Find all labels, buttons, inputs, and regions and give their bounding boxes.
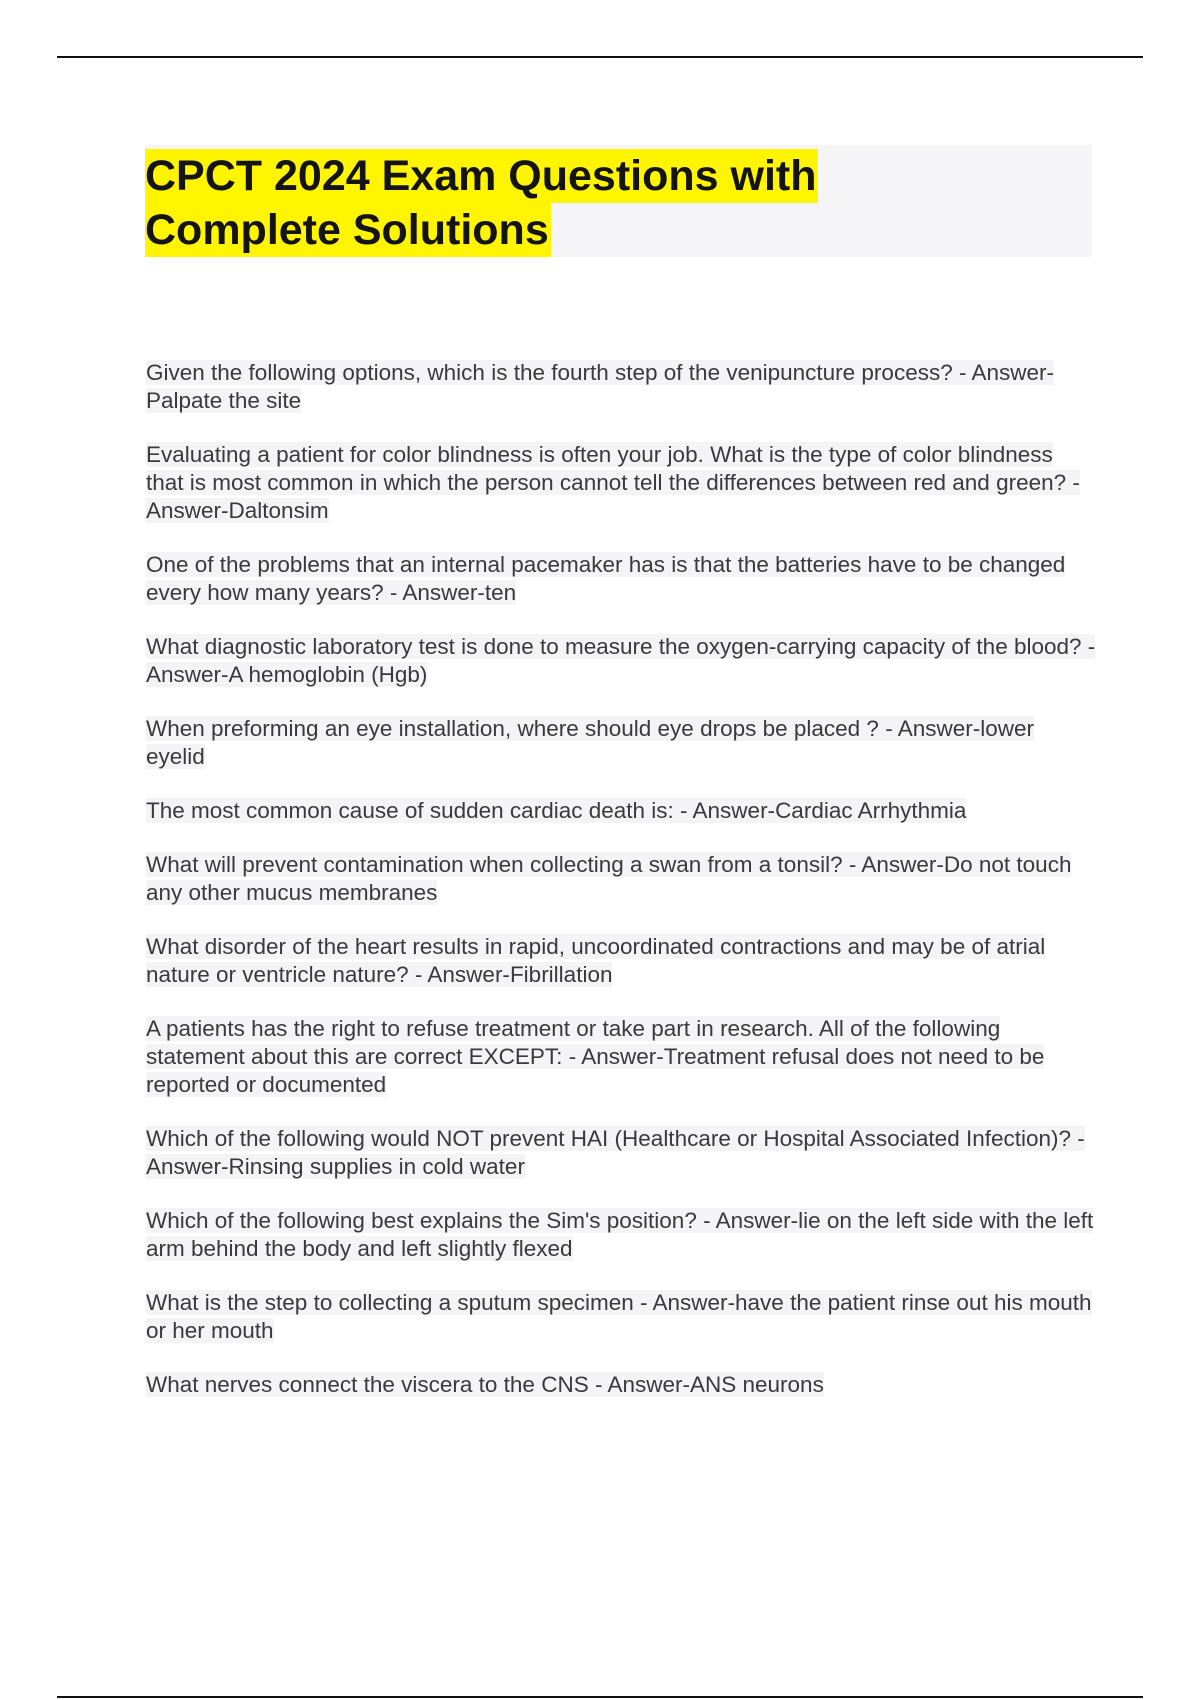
- answer-text: Treatment refusal does not need to be reported or documented: [146, 1044, 1045, 1097]
- question-text: What nerves connect the viscera to the CNS: [146, 1372, 589, 1397]
- answer-text: lie on the left side with the left arm behind the body and left slightly flexed: [146, 1208, 1094, 1261]
- answer-text: lower eyelid: [146, 716, 1035, 769]
- question-text: A patients has the right to refuse treatment or take part in research. All of the following statement about this are correct EXCEPT:: [146, 1016, 1001, 1069]
- qa-item: What will prevent contamination when collecting a swan from a tonsil? - Answer-Do not touch any other mucus membranes: [146, 852, 1072, 905]
- question-text: What disorder of the heart results in rapid, uncoordinated contractions and may be of atrial nature or ventricle nature?: [146, 934, 1046, 987]
- qa-list: [146, 359, 1096, 1425]
- question-text: The most common cause of sudden cardiac death is:: [146, 798, 674, 823]
- question-text: What is the step to collecting a sputum specimen: [146, 1290, 634, 1315]
- question-text: Which of the following would NOT prevent HAI (Healthcare or Hospital Associated Infection)?: [146, 1126, 1072, 1151]
- answer-text: Do not touch any other mucus membranes: [146, 852, 1072, 905]
- question-text: What diagnostic laboratory test is done to measure the oxygen-carrying capacity of the blood?: [146, 634, 1082, 659]
- answer-text: Palpate the site: [146, 388, 302, 413]
- answer-text: Rinsing supplies in cold water: [228, 1154, 525, 1179]
- qa-item: What disorder of the heart results in rapid, uncoordinated contractions and may be of atrial nature or ventricle nature? - Answer-Fibrillation: [146, 934, 1046, 987]
- qa-item: What is the step to collecting a sputum specimen - Answer-have the patient rinse out his mouth or her mouth: [146, 1290, 1092, 1343]
- title-line-2: Complete Solutions: [145, 203, 551, 257]
- question-text: Which of the following best explains the Sim's position?: [146, 1208, 697, 1233]
- qa-item: When preforming an eye installation, where should eye drops be placed ? - Answer-lower eyelid: [146, 716, 1035, 769]
- qa-item: The most common cause of sudden cardiac death is: - Answer-Cardiac Arrhythmia: [146, 798, 967, 823]
- answer-text: Fibrillation: [509, 962, 613, 987]
- answer-text: ten: [484, 580, 517, 605]
- answer-text: Cardiac Arrhythmia: [775, 798, 967, 823]
- qa-item: A patients has the right to refuse treatment or take part in research. All of the following statement about this are correct EXCEPT: - Answer-Treatment refusal does not need to be reported or documented: [146, 1016, 1045, 1097]
- qa-item: One of the problems that an internal pacemaker has is that the batteries have to be changed every how many years? - Answer-ten: [146, 552, 1066, 605]
- qa-item: What nerves connect the viscera to the CNS - Answer-ANS neurons: [146, 1372, 824, 1397]
- bottom-rule: [57, 1696, 1143, 1698]
- qa-item: Which of the following best explains the Sim's position? - Answer-lie on the left side with the left arm behind the body and left slightly flexed: [146, 1208, 1094, 1261]
- question-text: Given the following options, which is the fourth step of the venipuncture process?: [146, 360, 953, 385]
- question-text: One of the problems that an internal pacemaker has is that the batteries have to be changed every how many years?: [146, 552, 1066, 605]
- document-title: [145, 145, 1092, 257]
- answer-text: ANS neurons: [690, 1372, 824, 1397]
- title-block: [145, 145, 1092, 257]
- qa-item: Which of the following would NOT prevent HAI (Healthcare or Hospital Associated Infection)? - Answer-Rinsing supplies in cold water: [146, 1126, 1085, 1179]
- qa-item: What diagnostic laboratory test is done to measure the oxygen-carrying capacity of the blood? - Answer-A hemoglobin (Hgb): [146, 634, 1096, 687]
- question-text: When preforming an eye installation, where should eye drops be placed ?: [146, 716, 879, 741]
- question-text: What will prevent contamination when collecting a swan from a tonsil?: [146, 852, 843, 877]
- answer-text: have the patient rinse out his mouth or her mouth: [146, 1290, 1092, 1343]
- qa-item: Evaluating a patient for color blindness is often your job. What is the type of color blindness that is most common in which the person cannot tell the differences between red and green? - Answer-Daltonsim: [146, 442, 1080, 523]
- answer-text: Daltonsim: [228, 498, 329, 523]
- question-text: Evaluating a patient for color blindness is often your job. What is the type of color blindness that is most common in which the person cannot tell the differences between red and green?: [146, 442, 1067, 495]
- top-rule: [57, 56, 1143, 58]
- answer-text: A hemoglobin (Hgb): [228, 662, 428, 687]
- qa-item: Given the following options, which is the fourth step of the venipuncture process? - Answer-Palpate the site: [146, 360, 1054, 413]
- title-line-1: CPCT 2024 Exam Questions with: [145, 149, 818, 203]
